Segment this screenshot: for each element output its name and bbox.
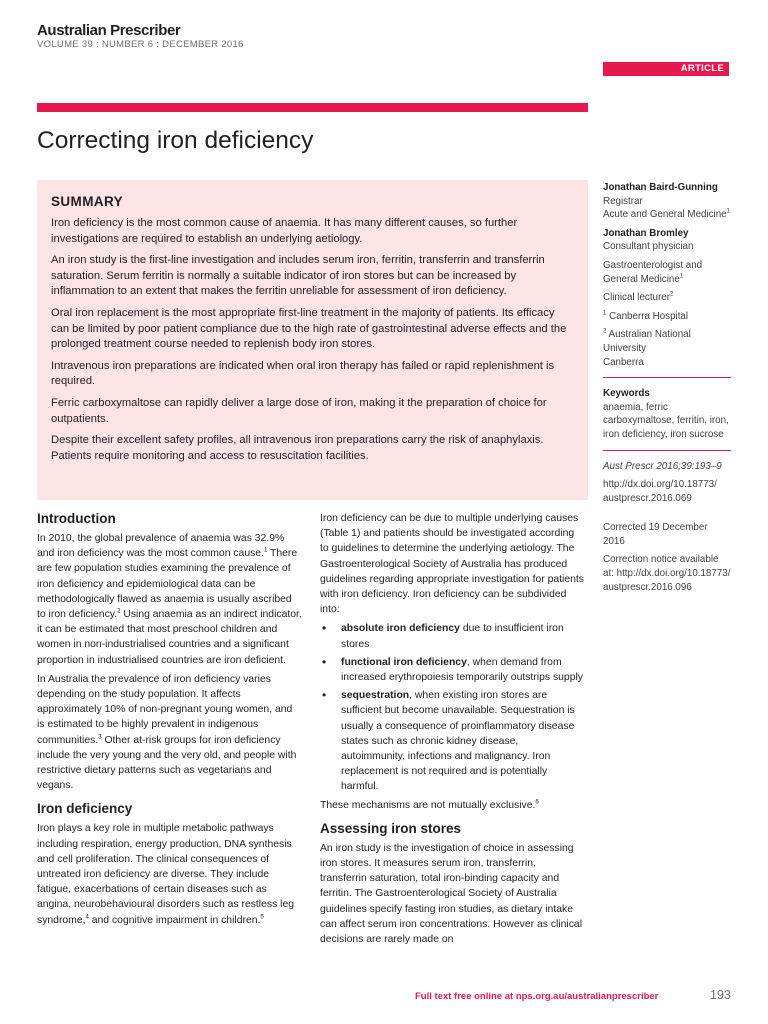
sidebar-divider xyxy=(603,450,731,451)
summary-heading: SUMMARY xyxy=(51,194,124,209)
page-number: 193 xyxy=(710,988,731,1002)
author-role: Registrar xyxy=(603,195,643,207)
summary-paragraph: Iron deficiency is the most common cause of anaemia. It has many different causes, so further investigations are required to establish an underlying aetiology. xyxy=(51,217,518,245)
author-block xyxy=(603,181,731,222)
body-paragraph: An iron study is the investigation of choice in assessing iron stores. It measures serum iron, transferrin, transferrin saturation, total iron-binding capacity and ferritin. The Gastroenterological Society of Australia guidelines specify fasting iron studies, as dietary intake can affect serum iron concentrations. However as clinical decisions are rarely made on xyxy=(320,842,583,946)
affiliation: $^1$ Canberra Hospital xyxy=(603,310,689,322)
author-name: Jonathan Baird-Gunning xyxy=(603,182,718,193)
author-name: Jonathan Bromley xyxy=(603,227,689,239)
body-paragraph: In 2010, the global prevalence of anaemia was 32.9% and iron deficiency was the most common cause.$^1$ There are few population studies examining the prevalence of iron deficiency and epidemiological data can be methodologically flawed as anaemia is usually ascribed to iron deficiency.$^2$ Using anaemia as an indirect indicator, it can be estimated that most preschool children and women in non-industrialised countries and a significant proportion in industrialised countries are iron deficient. xyxy=(37,533,302,666)
author-role: Clinical lecturer$^2$ xyxy=(603,291,674,304)
footer-link[interactable]: Full text free online at nps.org.au/australianprescriber xyxy=(415,991,659,1002)
section-heading-introduction: Introduction xyxy=(37,511,116,526)
summary-paragraph: Despite their excellent safety profiles, all intravenous iron preparations carry the risk of anaphylaxis. Patients require monitoring and access to resuscitation facilities. xyxy=(51,434,544,462)
summary-box xyxy=(37,180,588,500)
keywords-title: Keywords xyxy=(603,388,650,400)
summary-paragraph: Intravenous iron preparations are indicated when oral iron therapy has failed or rapid replenishment is required. xyxy=(51,359,555,388)
list-item: • absolute iron deficiency due to insufficient iron stores xyxy=(341,621,585,651)
keywords-list: anaemia, ferric carboxymaltose, ferritin, iron, iron deficiency, iron sucrose xyxy=(603,401,729,440)
body-paragraph: Iron plays a key role in multiple metabolic pathways including respiration, energy production, DNA synthesis and cell proliferation. The clinical consequences of untreated iron deficiency are diverse. They include fatigue, exacerbations of certain diseases such as angina, neurobehavioural disorders such as restless leg syndrome,$^4$ and cognitive impairment in children.$^5$ xyxy=(37,823,295,926)
body-paragraph: In Australia the prevalence of iron deficiency varies depending on the study population. It affects approximately 10% of non-pregnant young women, and is estimated to be highly prevalent in indigenous communities.$^3$ Other at-risk groups for iron deficiency include the very young and the very old, and people with restrictive dietary patterns such as vegetarians and vegans. xyxy=(37,673,297,792)
deficiency-types-list xyxy=(320,621,585,794)
list-item: • functional iron deficiency, when demand from increased erythropoiesis temporarily outstrips supply xyxy=(341,655,585,685)
author-role: Consultant physician xyxy=(603,241,694,253)
title-rule xyxy=(37,103,588,112)
issue-info: VOLUME 39 : NUMBER 6 : DECEMBER 2016 xyxy=(37,39,244,50)
correction-date: Corrected 19 December 2016 xyxy=(603,522,708,547)
journal-logo[interactable]: Australian Prescriber xyxy=(37,22,181,39)
list-item: • sequestration, when existing iron stores are sufficient but become unavailable. Sequestration is usually a consequence of proinflammatory disease states such as chronic kidney disease, autoimmunity, infections and malignancy. Iron replacement is not required and is potentially harmful. xyxy=(341,688,585,794)
citation: Aust Prescr 2016;39:193–9 xyxy=(603,460,722,472)
sidebar-divider xyxy=(603,377,731,378)
author-block xyxy=(603,227,731,305)
article-title: Correcting iron deficiency xyxy=(37,127,314,154)
correction-link[interactable]: Correction notice available at: http://dx.doi.org/10.18773/ austprescr.2016.096 xyxy=(603,554,731,593)
body-column-left xyxy=(37,511,302,932)
summary-paragraph: An iron study is the first-line investigation and includes serum iron, ferritin, transferrin and transferrin saturation. Serum ferritin is normally a suitable indicator of iron stores but can be increased by inflammation to an extent that makes the ferritin unreliable for assessment of iron deficiency. xyxy=(51,254,545,298)
section-heading-iron-deficiency: Iron deficiency xyxy=(37,801,133,817)
body-column-right xyxy=(320,511,585,951)
affiliation-city: Canberra xyxy=(603,356,644,368)
masthead xyxy=(37,22,244,51)
article-sidebar xyxy=(603,181,731,594)
summary-paragraph: Oral iron replacement is the most appropriate first-line treatment in the majority of patients. Its efficacy can be limited by poor patient compliance due to the high rate of gastrointestinal adverse effects and the prolonged treatment course needed to replenish body iron stores. xyxy=(51,306,567,351)
section-heading-assessing-iron-stores: Assessing iron stores xyxy=(320,820,462,836)
article-tag: ARTICLE xyxy=(603,62,729,76)
author-role: Acute and General Medicine$^1$ xyxy=(603,208,730,221)
doi-link[interactable]: http://dx.doi.org/10.18773/ austprescr.2016.069 xyxy=(603,479,717,504)
body-paragraph: These mechanisms are not mutually exclusive.$^6$ xyxy=(320,799,539,811)
author-role: Gastroenterologist and General Medicine$^1$ xyxy=(603,259,703,285)
body-paragraph: Iron deficiency can be due to multiple underlying causes (Table 1) and patients should be investigated according to guidelines to determine the underlying aetiology. The Gastroenterological Society of Australia has produced guidelines regarding appropriate investigation for patients with iron deficiency. Iron deficiency can be subdivided into: xyxy=(320,513,584,616)
summary-paragraph: Ferric carboxymaltose can rapidly deliver a large dose of iron, making it the preparation of choice for outpatients. xyxy=(51,396,547,425)
affiliation: $^2$ Australian National University xyxy=(603,329,691,354)
